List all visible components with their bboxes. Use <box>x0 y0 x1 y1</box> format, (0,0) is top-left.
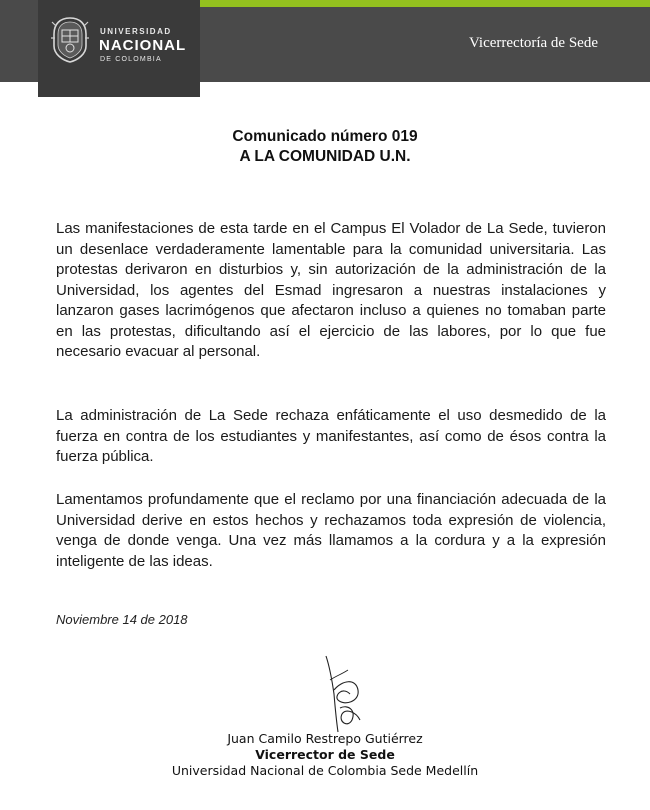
body-paragraph-3: Lamentamos profundamente que el reclamo por una financiación adecuada de la Universidad derive en estos hechos y rechazamos toda expresión de violencia, venga de donde venga. Una vez más llamamos a la cordura y a la expresión inteligente de las ideas. <box>56 491 606 570</box>
university-name-line3: DE COLOMBIA <box>100 56 162 63</box>
university-logo[interactable] <box>38 0 200 97</box>
signer-title: Vicerrector de Sede <box>255 747 395 762</box>
document-title-block <box>0 127 650 167</box>
university-name-line2: NACIONAL <box>99 37 187 54</box>
accent-stripe <box>200 0 650 7</box>
university-name-line1: UNIVERSIDAD <box>100 27 172 36</box>
document-subtitle: A LA COMUNIDAD U.N. <box>239 148 411 165</box>
document-date: Noviembre 14 de 2018 <box>56 612 188 627</box>
signer-institution: Universidad Nacional de Colombia Sede Medellín <box>171 763 479 778</box>
signature-block <box>150 731 500 779</box>
signer-name: Juan Camilo Restrepo Gutiérrez <box>227 731 423 746</box>
body-paragraph-1: Las manifestaciones de esta tarde en el Campus El Volador de La Sede, tuvieron un desenlace verdaderamente lamentable para la comunidad universitaria. Las protestas derivaron en disturbios y, sin autorización de la administración de la Universidad, los agentes del Esmad ingresaron a nuestras instalaciones y lanzaron gases lacrimógenos que afectaron incluso a quienes no tomaban parte en las protestas, dificultando así el ejercicio de las labores, por lo que fue necesario evacuar al personal. <box>56 220 606 360</box>
university-seal-icon <box>50 16 90 64</box>
document-title: Comunicado número 019 <box>232 128 418 145</box>
body-paragraph-2: La administración de La Sede rechaza enfáticamente el uso desmedido de la fuerza en contra de los estudiantes y manifestantes, así como de ésos contra la fuerza pública. <box>56 407 606 465</box>
department-name: Vicerrectoría de Sede <box>468 35 598 51</box>
